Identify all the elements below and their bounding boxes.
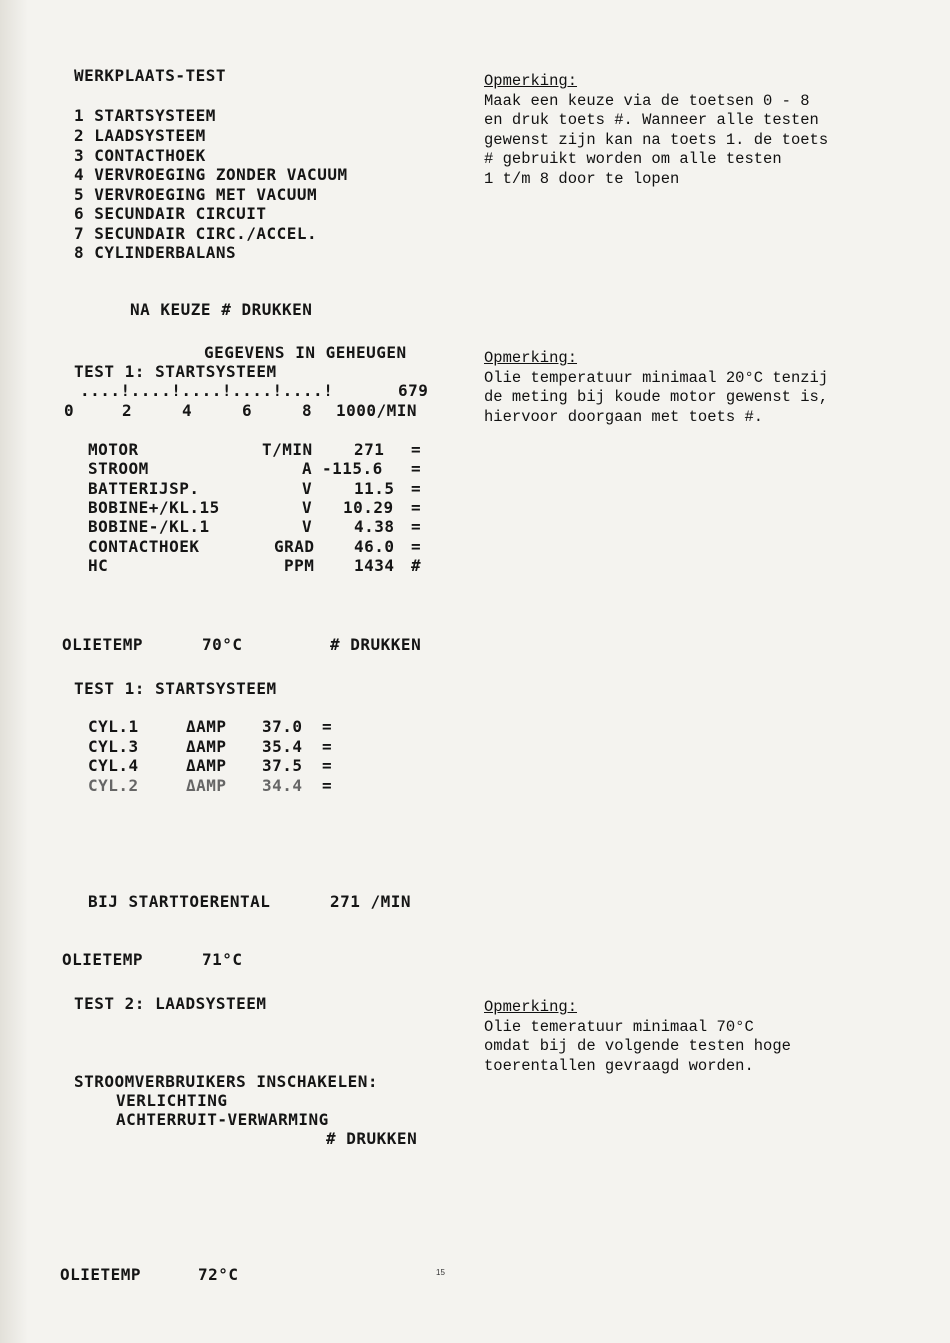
- menu-item-6: 6 SECUNDAIR CIRCUIT: [74, 204, 267, 223]
- olietemp-value: 72°C: [198, 1265, 239, 1284]
- measure-unit: V: [302, 498, 313, 517]
- note-3: [484, 998, 924, 1076]
- measure-value: 4.38: [354, 517, 395, 536]
- olietemp-label: OLIETEMP: [62, 635, 144, 654]
- measure-mark: =: [411, 517, 422, 536]
- olietemp-value: 71°C: [202, 950, 243, 969]
- note-1: [484, 72, 924, 189]
- note-line: # gebruikt worden om alle testen: [484, 150, 782, 168]
- measure-name: BATTERIJSP.: [88, 479, 200, 498]
- measure-mark: #: [411, 556, 422, 575]
- measure-name: BOBINE-/KL.1: [88, 517, 210, 536]
- cyl-unit: ΔAMP: [186, 776, 227, 795]
- note-line: de meting bij koude motor gewenst is,: [484, 388, 829, 406]
- cyl-name: CYL.1: [88, 717, 139, 736]
- rpm-scale-label-unit: 1000/MIN: [336, 401, 418, 420]
- measure-unit: T/MIN: [262, 440, 313, 459]
- cyl-value: 35.4: [262, 737, 303, 756]
- cyl-mark: =: [322, 756, 333, 775]
- cyl-value: 34.4: [262, 776, 303, 795]
- measure-value: -115.6: [322, 459, 383, 478]
- rpm-scale-label-2: 2: [122, 401, 133, 420]
- memory-header: GEGEVENS IN GEHEUGEN: [204, 343, 407, 362]
- menu-prompt: NA KEUZE # DRUKKEN: [130, 300, 313, 319]
- measure-mark: =: [411, 498, 422, 517]
- rpm-scale-value: 679: [398, 381, 429, 400]
- menu-item-4: 4 VERVROEGING ZONDER VACUUM: [74, 165, 348, 184]
- measure-name: MOTOR: [88, 440, 139, 459]
- cyl-mark: =: [322, 776, 333, 795]
- test2-item: ACHTERRUIT-VERWARMING: [116, 1110, 329, 1129]
- menu-title: WERKPLAATS-TEST: [74, 66, 226, 85]
- measure-value: 10.29: [343, 498, 394, 517]
- note-line: Olie temperatuur minimaal 20°C tenzij: [484, 368, 829, 387]
- measure-unit: A: [302, 459, 313, 478]
- measure-mark: =: [411, 440, 422, 459]
- page-number: 15: [436, 1268, 445, 1277]
- measure-unit: GRAD: [274, 537, 315, 556]
- menu-item-3: 3 CONTACTHOEK: [74, 146, 206, 165]
- cyl-value: 37.0: [262, 717, 303, 736]
- note-2: [484, 349, 924, 427]
- test2-item: VERLICHTING: [116, 1091, 228, 1110]
- binding-edge: [0, 0, 28, 1343]
- measure-value: 1434: [354, 556, 395, 575]
- cyl-mark: =: [322, 737, 333, 756]
- rpm-scale-line: ....!....!....!....!....!: [80, 381, 334, 400]
- menu-item-7: 7 SECUNDAIR CIRC./ACCEL.: [74, 224, 318, 243]
- menu-item-8: 8 CYLINDERBALANS: [74, 243, 237, 262]
- note-line: gewenst zijn kan na toets 1. de toets: [484, 130, 829, 149]
- rpm-scale-label-4: 4: [182, 401, 193, 420]
- test1b-title: TEST 1: STARTSYSTEEM: [74, 679, 277, 698]
- cyl-unit: ΔAMP: [186, 756, 227, 775]
- rpm-scale-label-0: 0: [64, 401, 75, 420]
- note-line: omdat bij de volgende testen hoge: [484, 1037, 791, 1055]
- olietemp-value: 70°C: [202, 635, 243, 654]
- note-heading: Opmerking:: [484, 349, 578, 367]
- measure-unit: V: [302, 517, 313, 536]
- measure-name: CONTACTHOEK: [88, 537, 200, 556]
- menu-item-2: 2 LAADSYSTEEM: [74, 126, 206, 145]
- note-heading: Opmerking:: [484, 72, 578, 90]
- cyl-name: CYL.3: [88, 737, 139, 756]
- note-line: hiervoor doorgaan met toets #.: [484, 407, 764, 426]
- note-line: 1 t/m 8 door te lopen: [484, 169, 680, 188]
- measure-unit: PPM: [284, 556, 315, 575]
- note-heading: Opmerking:: [484, 998, 578, 1016]
- cyl-unit: ΔAMP: [186, 737, 227, 756]
- test1-title: TEST 1: STARTSYSTEEM: [74, 362, 277, 381]
- olietemp-prompt: # DRUKKEN: [330, 635, 422, 654]
- cyl-mark: =: [322, 717, 333, 736]
- note-line: Maak een keuze via de toetsen 0 - 8: [484, 91, 810, 110]
- measure-value: 46.0: [354, 537, 395, 556]
- test2-prompt: # DRUKKEN: [326, 1129, 418, 1148]
- note-line: en druk toets #. Wanneer alle testen: [484, 111, 819, 129]
- measure-mark: =: [411, 537, 422, 556]
- cyl-unit: ΔAMP: [186, 717, 227, 736]
- starttoerental-label: BIJ STARTTOERENTAL: [88, 892, 271, 911]
- rpm-scale-label-6: 6: [242, 401, 253, 420]
- test2-instruction: STROOMVERBRUIKERS INSCHAKELEN:: [74, 1072, 378, 1091]
- note-line: toerentallen gevraagd worden.: [484, 1056, 754, 1075]
- note-line: Olie temeratuur minimaal 70°C: [484, 1017, 754, 1036]
- measure-unit: V: [302, 479, 313, 498]
- menu-item-1: 1 STARTSYSTEEM: [74, 106, 216, 125]
- measure-mark: =: [411, 459, 422, 478]
- olietemp-label: OLIETEMP: [60, 1265, 142, 1284]
- test2-title: TEST 2: LAADSYSTEEM: [74, 994, 267, 1013]
- cyl-name: CYL.4: [88, 756, 139, 775]
- measure-name: BOBINE+/KL.15: [88, 498, 220, 517]
- rpm-scale-label-8: 8: [302, 401, 313, 420]
- olietemp-label: OLIETEMP: [62, 950, 144, 969]
- measure-mark: =: [411, 479, 422, 498]
- menu-item-5: 5 VERVROEGING MET VACUUM: [74, 185, 318, 204]
- measure-value: 271: [354, 440, 385, 459]
- measure-name: HC: [88, 556, 109, 575]
- starttoerental-value: 271 /MIN: [330, 892, 412, 911]
- cyl-name: CYL.2: [88, 776, 139, 795]
- measure-value: 11.5: [354, 479, 395, 498]
- cyl-value: 37.5: [262, 756, 303, 775]
- measure-name: STROOM: [88, 459, 149, 478]
